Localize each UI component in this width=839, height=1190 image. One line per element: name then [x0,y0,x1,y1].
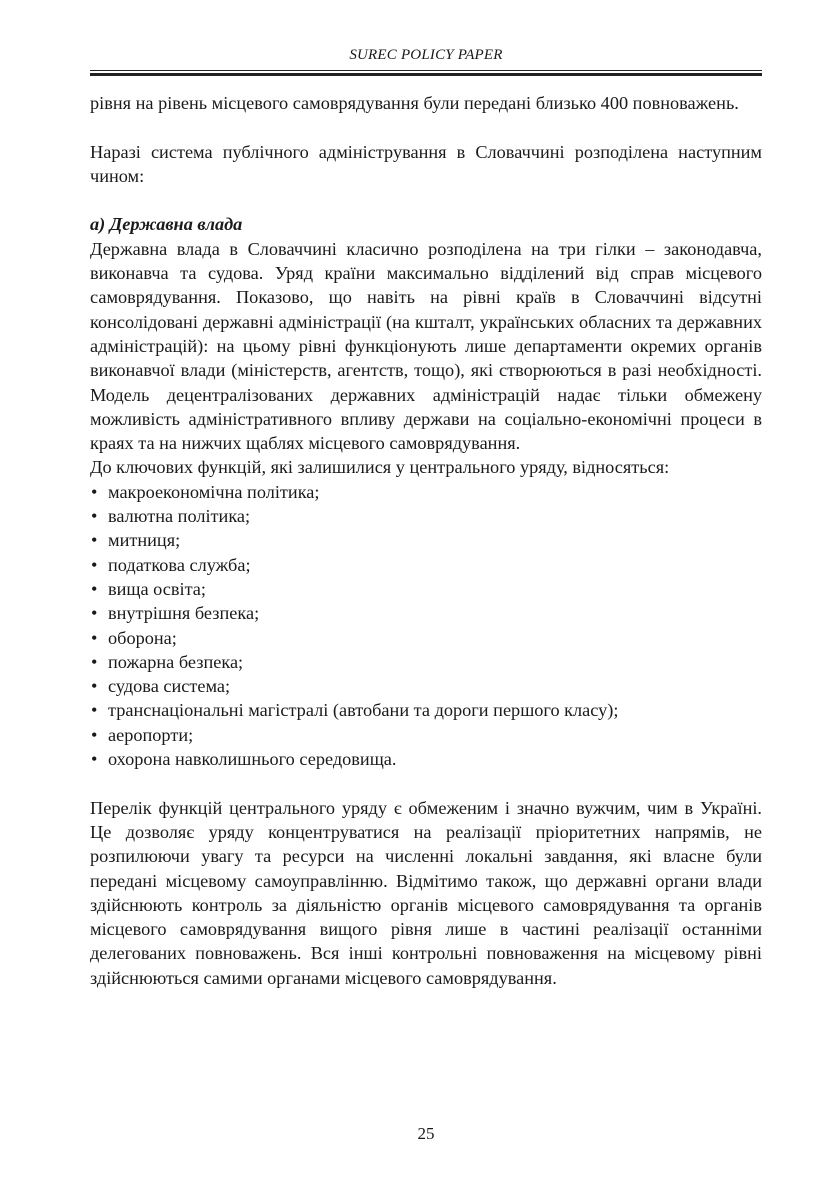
running-header: SUREC POLICY PAPER [349,47,503,63]
list-item-text: аеропорти; [108,724,194,745]
list-item [90,480,762,504]
bullet-icon: • [91,724,98,745]
list-item-text: судова система; [108,676,231,697]
section-a-heading: а) Державна влада [90,214,243,235]
header-rule-thick [90,73,762,76]
list-item-text: макроекономічна політика; [108,481,320,502]
bullet-icon: • [91,651,98,672]
list-item [90,698,762,722]
functions-intro: До ключових функцій, які залишилися у центрального уряду, відносяться: [90,457,670,478]
list-item [90,504,762,528]
list-item [90,528,762,552]
list-item-text: валютна політика; [108,506,251,527]
list-item [90,626,762,650]
bullet-icon: • [91,578,98,599]
list-item-text: вища освіта; [108,578,207,599]
list-item [90,650,762,674]
paragraph-gap [90,115,762,139]
list-item-text: охорона навколишнього середовища. [108,749,397,770]
list-item [90,674,762,698]
list-item [90,553,762,577]
bullet-icon: • [91,700,98,721]
intro-paragraph: рівня на рівень місцевого самоврядування були передані близько 400 повноважень. [90,93,739,113]
bullet-icon: • [91,530,98,551]
list-item [90,723,762,747]
bullet-icon: • [91,676,98,697]
list-item [90,601,762,625]
system-paragraph: Наразі система публічного адміністрування в Словаччині розподілена наступним чином: [90,141,762,186]
paragraph-gap [90,188,762,212]
bullet-icon: • [91,627,98,648]
bullet-icon: • [91,481,98,502]
page-number: 25 [417,1124,435,1143]
list-item [90,577,762,601]
list-item [90,747,762,771]
page-body [90,91,762,990]
list-item-text: пожарна безпека; [108,651,244,672]
paragraph-gap [90,771,762,795]
bullet-icon: • [91,603,98,624]
list-item-text: оборона; [108,627,177,648]
list-item-text: внутрішня безпека; [108,603,260,624]
list-item-text: податкова служба; [108,554,251,575]
bullet-icon: • [91,554,98,575]
section-a-paragraph: Державна влада в Словаччині класично розподілена на три гілки – законодавча, виконавча та судова. Уряд країни максимально відділений від справ місцевого самоврядування. Показово, що навіть на рівні країв в Словаччині відсутні консолідовані державні адміністрації (на кшталт, українських обласних та державних адміністрацій): на цьому рівні функціонують лише департаменти окремих органів виконавчої влади (міністерств, агентств, тощо), які створюються в разі необхідності. Модель децентралізованих державних адміністрацій надає тільки обмежену можливість адміністративного впливу держави на соціально-економічні процеси в краях та на нижчих щаблях місцевого самоврядування. [90,238,762,454]
list-item-text: митниця; [108,530,181,551]
list-item-text: транснаціональні магістралі (автобани та дороги першого класу); [108,700,619,721]
bullet-icon: • [91,749,98,770]
functions-list [90,480,762,772]
closing-paragraph: Перелік функцій центрального уряду є обмеженим і значно вужчим, чим в Україні. Це дозволяє уряду концентруватися на реалізації пріоритетних напрямів, не розпилюючи увагу та ресурси на численні локальні завдання, які власне були передані місцевому самоуправлінню. Відмітимо також, що державні органи влади здійснюють контроль за діяльністю органів місцевого самоврядування та органів місцевого самоврядування вищого рівня лише в частині реалізації останніми делегованих повноважень. Вся інші контрольні повноваження на місцевому рівні здійснюються самими органами місцевого самоврядування. [90,797,762,988]
header-rule-thin [90,70,762,71]
bullet-icon: • [91,506,98,527]
